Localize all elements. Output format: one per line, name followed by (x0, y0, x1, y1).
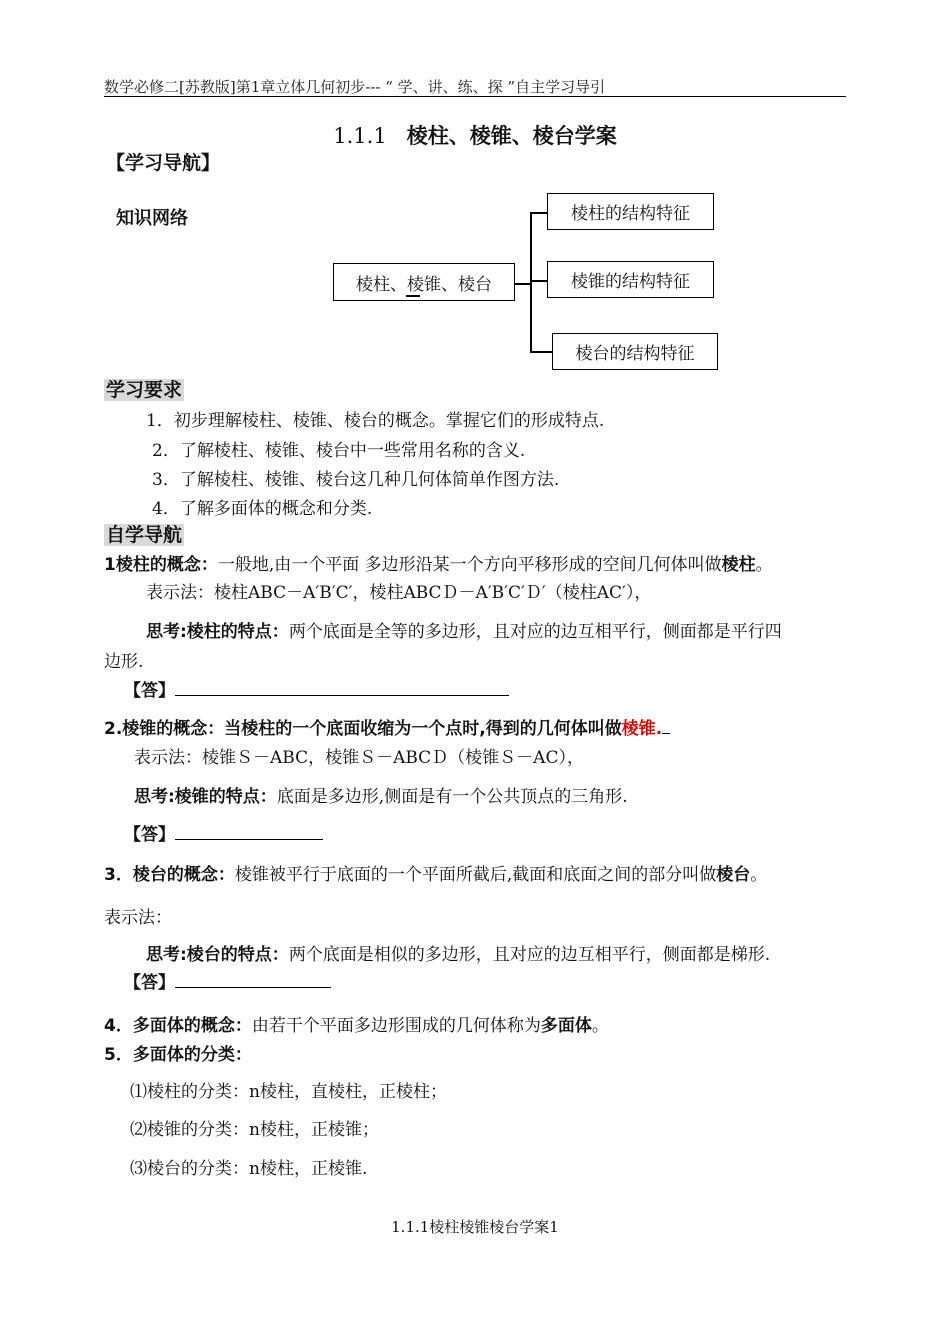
requirements-heading: 学习要求 (106, 379, 183, 401)
frustum-answer: 【答】 (124, 968, 331, 993)
diagram-connector-1 (530, 212, 547, 214)
requirement-item-2: 2．了解棱柱、棱锥、棱台中一些常用名称的含义. (152, 441, 526, 461)
polyhedron-concept: 4．多面体的概念：由若干个平面多边形围成的几何体称为多面体。 (104, 1016, 609, 1036)
diagram-branch-box-2 (547, 261, 714, 298)
frustum-think: 思考:棱台的特点：两个底面是相似的多边形，且对应的边互相平行，侧面都是梯形. (146, 945, 771, 965)
diagram-cursor-mark (406, 295, 420, 297)
pyramid-answer: 【答】 (124, 820, 323, 845)
diagram-connector-trunk (530, 212, 532, 352)
classification-item-2: ⑵棱锥的分类：n棱柱，正棱锥； (130, 1120, 379, 1140)
pyramid-answer-blank (175, 825, 323, 840)
diagram-branch-label-1: 棱柱的结构特征 (571, 204, 690, 224)
requirement-item-4: 4．了解多面体的概念和分类. (152, 499, 373, 519)
prism-think: 思考:棱柱的特点：两个底面是全等的多边形，且对应的边互相平行，侧面都是平行四 (146, 622, 782, 642)
prism-notation: 表示法：棱柱ABC－A′B′C′，棱柱ABCＤ－A′B′C′Ｄ′（棱柱AC′）， (146, 583, 652, 603)
nav-heading: 【学习导航】 (106, 152, 221, 174)
prism-answer: 【答】 (124, 676, 509, 701)
prism-think-cont: 边形. (104, 652, 144, 672)
classification-item-3: ⑶棱台的分类：n棱柱，正棱锥. (130, 1159, 368, 1179)
requirement-item-1: 1．初步理解棱柱、棱锥、棱台的概念。掌握它们的形成特点. (146, 411, 605, 431)
diagram-branch-box-3 (552, 333, 718, 370)
diagram-connector-3 (530, 351, 552, 353)
classification-item-1: ⑴棱柱的分类：n棱柱，直棱柱，正棱柱； (130, 1082, 447, 1102)
prism-answer-blank (175, 681, 509, 696)
diagram-branch-label-2: 棱锥的结构特征 (571, 272, 690, 292)
pyramid-think: 思考:棱锥的特点：底面是多边形,侧面是有一个公共顶点的三角形. (134, 787, 628, 807)
diagram-connector-root (514, 283, 530, 285)
title-text: 棱柱、棱锥、棱台学案 (406, 124, 617, 148)
diagram-connector-2 (530, 280, 547, 282)
pyramid-notation: 表示法：棱锥Ｓ－ABC，棱锥Ｓ－ABCＤ（棱锥Ｓ－AC）， (134, 748, 584, 768)
frustum-notation: 表示法： (104, 908, 172, 928)
requirement-item-3: 3．了解棱柱、棱锥、棱台这几种几何体简单作图方法. (152, 470, 560, 490)
page-footer: 1.1.1棱柱棱锥棱台学案1 (391, 1218, 559, 1236)
frustum-concept: 3．棱台的概念：棱锥被平行于底面的一个平面所截后,截面和底面之间的部分叫做棱台。 (104, 865, 768, 885)
prism-concept: 1棱柱的概念：一般地,由一个平面 多边形沿某一个方向平移形成的空间几何体叫做棱柱。 (104, 555, 773, 575)
page-title (0, 120, 950, 150)
diagram-root-box (333, 263, 515, 301)
frustum-answer-blank (175, 973, 331, 988)
diagram-branch-box-1 (547, 193, 714, 230)
pyramid-concept: 2.棱锥的概念：当棱柱的一个底面收缩为一个点时,得到的几何体叫做棱锥. (104, 714, 670, 739)
polyhedron-classification-heading: 5．多面体的分类： (104, 1045, 252, 1065)
title-number: 1.1.1 (333, 124, 387, 148)
header-rule (104, 96, 846, 97)
diagram-branch-label-3: 棱台的结构特征 (575, 344, 695, 364)
diagram-label: 知识网络 (116, 208, 188, 229)
self-study-heading: 自学导航 (106, 524, 183, 546)
page-header: 数学必修二[苏教版]第1章立体几何初步--- “ 学、讲、练、探 ”自主学习导引 (104, 78, 606, 96)
diagram-root-label: 棱柱、棱锥、棱台 (356, 274, 492, 295)
